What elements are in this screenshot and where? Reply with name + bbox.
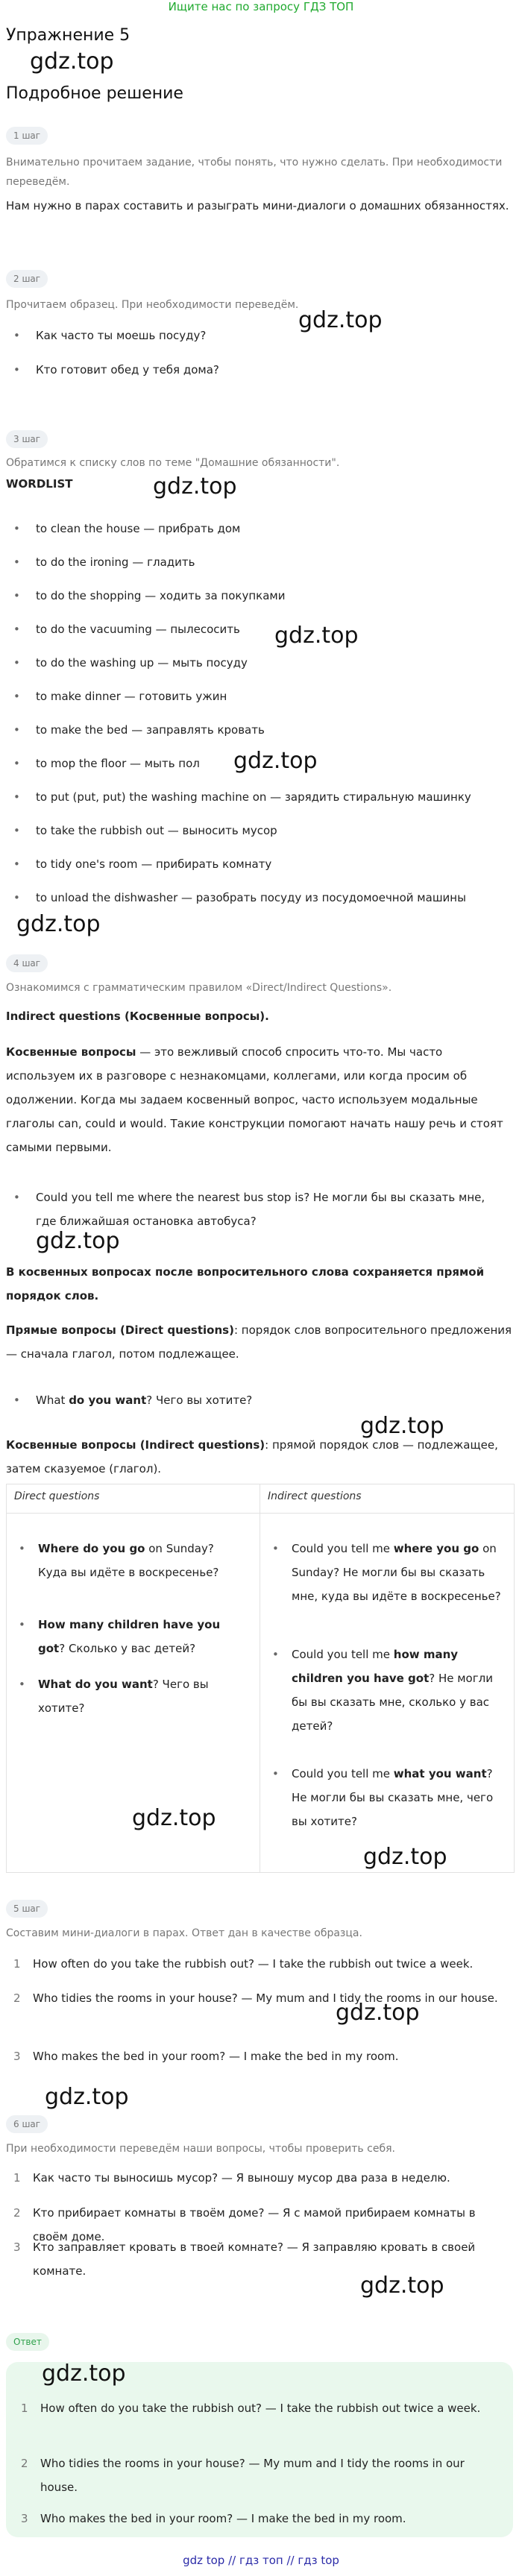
list-item: 2 Кто прибирает комнаты в твоём доме? — Я с мамой прибираем комнаты в своём доме. xyxy=(13,2206,476,2243)
step4-paragraph: Косвенные вопросы — это вежливый способ спросить что-то. Мы часто используем их в разговоре с незнакомцами, коллегами, или когда просим об одолжении. Когда мы задаем косвенный вопрос, часто используем модальные глаголы can, could и would. Такие конструкции помогают начать нашу речь и стоят самыми первыми. xyxy=(6,1045,503,1154)
watermark: gdz.top xyxy=(153,473,237,500)
list-item: • to mop the floor — мыть пол xyxy=(13,757,200,770)
list-item: 3 Who makes the bed in your room? — I make the bed in my room. xyxy=(13,2050,399,2063)
watermark: gdz.top xyxy=(132,1805,216,1831)
watermark: gdz.top xyxy=(233,748,318,774)
list-item: • Кто готовит обед у тебя дома? xyxy=(13,363,219,377)
list-item: • to unload the dishwasher — разобрать посуду из посудомоечной машины xyxy=(13,891,466,904)
watermark: gdz.top xyxy=(363,1844,447,1870)
watermark: gdz.top xyxy=(274,623,359,649)
table-header-direct: Direct questions xyxy=(14,1490,100,1502)
watermark: gdz.top xyxy=(298,307,383,333)
step-badge-4: 4 шаг xyxy=(6,954,48,972)
watermark: gdz.top xyxy=(360,2273,444,2299)
step5-hint: Составим мини-диалоги в парах. Ответ дан в качестве образца. xyxy=(6,1927,362,1939)
watermark: gdz.top xyxy=(30,48,114,75)
watermark: gdz.top xyxy=(360,1413,444,1439)
table-cell: • Could you tell me how many children you have got? Не могли бы вы сказать мне, сколько у вас детей? xyxy=(272,1648,493,1733)
list-item: • Как часто ты моешь посуду? xyxy=(13,329,207,342)
list-item: • to tidy one's room — прибирать комнату xyxy=(13,857,272,871)
top-link[interactable]: Ищите нас по запросу ГДЗ ТОП xyxy=(168,0,354,13)
step-badge-1: 1 шаг xyxy=(6,127,48,145)
example-item: • Could you tell me where the nearest bus stop is? Не могли бы вы сказать мне, где ближайшая остановка автобуса? xyxy=(13,1191,485,1228)
list-item: • to put (put, put) the washing machine on — зарядить стиральную машинку xyxy=(13,790,471,804)
watermark: gdz.top xyxy=(36,1228,120,1254)
table-cell: • How many children have you got? Сколько у вас детей? xyxy=(19,1618,221,1655)
exercise-title: Упражнение 5 xyxy=(6,26,130,45)
watermark: gdz.top xyxy=(16,911,101,937)
table-header-indirect: Indirect questions xyxy=(268,1490,362,1502)
list-item: • to do the shopping — ходить за покупками xyxy=(13,589,286,602)
example-item: • What do you want? Чего вы хотите? xyxy=(13,1394,253,1407)
step1-text: Нам нужно в парах составить и разыграть мини-диалоги о домашних обязанностях. xyxy=(6,199,509,212)
step-badge-6: 6 шаг xyxy=(6,2115,48,2133)
list-item: 3 Кто заправляет кровать в твоей комнате? — Я заправляю кровать в своей комнате. xyxy=(13,2240,476,2278)
direct-questions-text: Прямые вопросы (Direct questions): порядок слов вопросительного предложения — сначала глагол, потом подлежащее. xyxy=(6,1323,512,1361)
step4-heading: Indirect questions (Косвенные вопросы). xyxy=(6,1010,269,1023)
list-item: 1 How often do you take the rubbish out? — I take the rubbish out twice a week. xyxy=(21,2402,481,2415)
answer-badge: Ответ xyxy=(6,2333,49,2351)
rule-text: В косвенных вопросах после вопросительного слова сохраняется прямой порядок слов. xyxy=(6,1265,485,1303)
step6-hint: При необходимости переведём наши вопросы, чтобы проверить себя. xyxy=(6,2143,395,2155)
answer-box xyxy=(6,2362,513,2537)
list-item: • to make the bed — заправлять кровать xyxy=(13,723,265,737)
step-badge-5: 5 шаг xyxy=(6,1900,48,1918)
section-title: Подробное решение xyxy=(6,84,183,103)
step2-hint: Прочитаем образец. При необходимости переведём. xyxy=(6,299,299,311)
list-item: • to make dinner — готовить ужин xyxy=(13,690,227,703)
list-item: • to take the rubbish out — выносить мусор xyxy=(13,824,277,837)
step4-hint: Ознакомимся с грамматическим правилом «Direct/Indirect Questions». xyxy=(6,982,392,994)
step1-hint: Внимательно прочитаем задание, чтобы понять, что нужно сделать. При необходимости переведём. xyxy=(6,157,503,188)
list-item: 2 Who tidies the rooms in your house? — My mum and I tidy the rooms in our house. xyxy=(13,1991,498,2005)
table-cell: • Could you tell me what you want? Не могли бы вы сказать мне, чего вы хотите? xyxy=(272,1767,494,1828)
list-item: 2 Who tidies the rooms in your house? — My mum and I tidy the rooms in our house. xyxy=(21,2457,465,2494)
indirect-questions-text: Косвенные вопросы (Indirect questions): прямой порядок слов — подлежащее, затем сказуемое (глагол). xyxy=(6,1438,498,1476)
list-item: 1 Как часто ты выносишь мусор? — Я выношу мусор два раза в неделю. xyxy=(13,2171,450,2185)
watermark: gdz.top xyxy=(42,2361,126,2387)
watermark: gdz.top xyxy=(336,2000,420,2026)
list-item: 3 Who makes the bed in your room? — I make the bed in my room. xyxy=(21,2512,406,2525)
table-cell: • What do you want? Чего вы хотите? xyxy=(19,1678,209,1715)
step3-hint: Обратимся к списку слов по теме "Домашние обязанности". xyxy=(6,457,340,469)
list-item: • to do the washing up — мыть посуду xyxy=(13,656,248,670)
wordlist-title: WORDLIST xyxy=(6,477,73,491)
step-badge-3: 3 шаг xyxy=(6,430,48,448)
list-item: • to clean the house — прибрать дом xyxy=(13,522,241,535)
list-item: 1 How often do you take the rubbish out? — I take the rubbish out twice a week. xyxy=(13,1957,474,1971)
step-badge-2: 2 шаг xyxy=(6,270,48,288)
table-cell: • Could you tell me where you go on Sunday? Не могли бы вы сказать мне, куда вы идёте в воскресенье? xyxy=(272,1542,501,1603)
table-cell: • Where do you go on Sunday? Куда вы идёте в воскресенье? xyxy=(19,1542,219,1579)
list-item: • to do the vacuuming — пылесосить xyxy=(13,623,240,636)
bottom-links[interactable]: gdz top // гдз топ // гдз top xyxy=(183,2554,339,2567)
list-item: • to do the ironing — гладить xyxy=(13,555,195,569)
watermark: gdz.top xyxy=(45,2084,129,2110)
questions-table xyxy=(6,1484,515,1873)
